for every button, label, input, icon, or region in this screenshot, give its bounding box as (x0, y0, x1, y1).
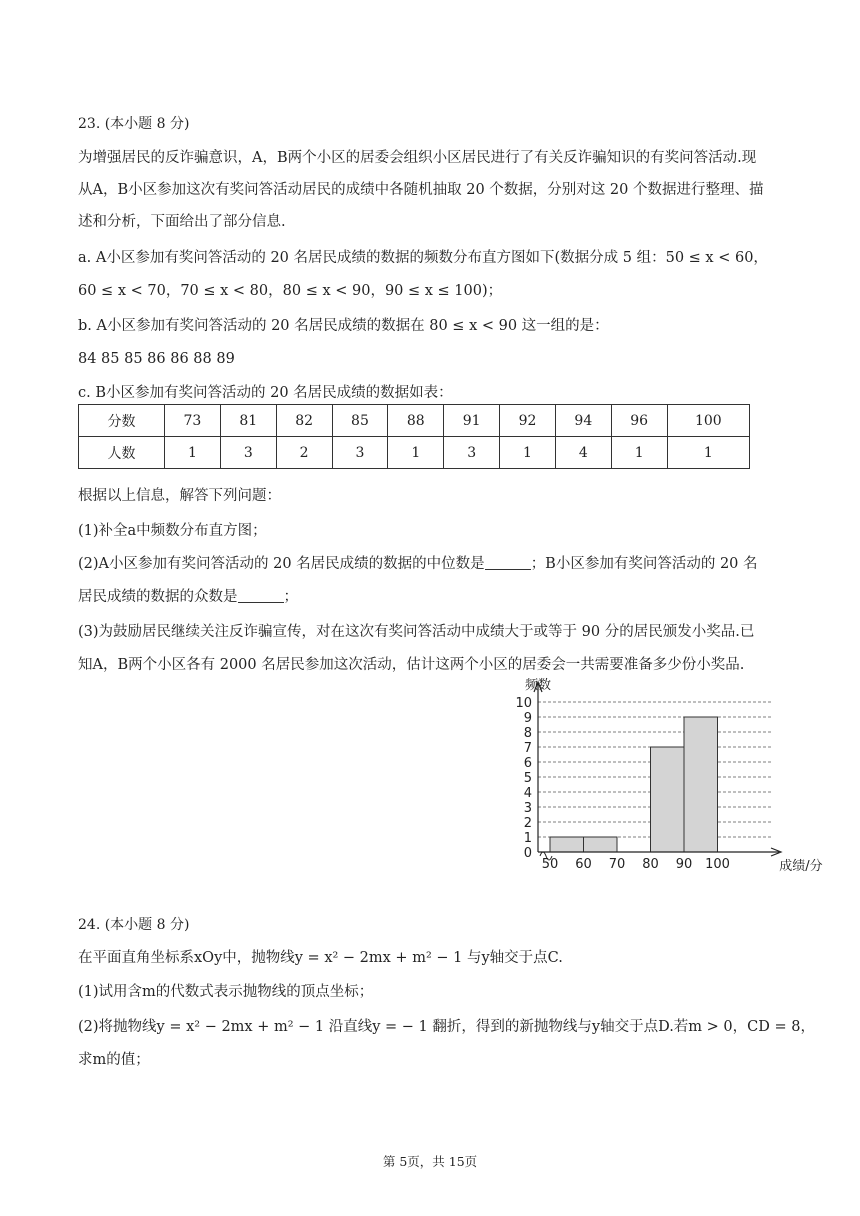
x-axis-label: 成绩/分 (779, 859, 823, 874)
y-tick-label: 4 (523, 786, 532, 801)
histogram-bar (651, 747, 685, 852)
q23-subquestion-3-line1: (3)为鼓励居民继续关注反诈骗宣传，对在这次有奖问答活动中成绩大于或等于 90 分的居民颁发小奖品.已 (78, 624, 755, 640)
q23-info-c-line1: c. B小区参加有奖问答活动的 20 名居民成绩的数据如表： (78, 385, 453, 401)
q23-info-a-line2: 60 ≤ x < 70，70 ≤ x < 80，80 ≤ x < 90，90 ≤ x ≤ 100)； (78, 283, 503, 299)
score-table (78, 404, 750, 469)
x-tick-label: 100 (705, 857, 730, 872)
x-tick-label: 70 (608, 857, 626, 872)
table-header-count: 人数 (79, 437, 165, 469)
x-tick-label: 90 (675, 857, 693, 872)
table-cell: 3 (444, 437, 500, 469)
histogram-bar (584, 837, 618, 852)
q24-paragraph: 在平面直角坐标系xOy中，抛物线y = x² − 2mx + m² − 1 与y轴交于点C. (78, 950, 563, 966)
q23-title: 23. (本小题 8 分) (78, 116, 190, 132)
table-cell: 94 (555, 405, 611, 437)
y-tick-label: 6 (523, 756, 532, 771)
y-tick-label: 8 (523, 726, 532, 741)
table-cell: 1 (165, 437, 221, 469)
page-footer: 第 5页，共 15页 (382, 1154, 478, 1169)
q23-subquestion-3-line2: 知A，B两个小区各有 2000 名居民参加这次活动，估计这两个小区的居委会一共需要准备多少份小奖品. (78, 657, 745, 673)
table-row-scores (79, 405, 750, 437)
table-cell: 82 (276, 405, 332, 437)
q23-info-b-data: 84 85 85 86 86 88 89 (78, 351, 235, 367)
answer-blank-median[interactable] (485, 555, 531, 570)
q23-s2-text-d: ； (283, 589, 298, 605)
q23-s2-text-a: (2)A小区参加有奖问答活动的 20 名居民成绩的数据的中位数是 (78, 556, 485, 572)
table-cell: 1 (667, 437, 749, 469)
y-tick-label: 7 (523, 741, 532, 756)
histogram-bar (550, 837, 584, 852)
table-cell: 81 (220, 405, 276, 437)
q24-subquestion-2-line2: 求m的值； (78, 1052, 150, 1068)
table-cell: 4 (555, 437, 611, 469)
q23-subquestion-1: (1)补全a中频数分布直方图； (78, 523, 267, 539)
q24-subquestion-1: (1)试用含m的代数式表示抛物线的顶点坐标； (78, 984, 374, 1000)
y-tick-label: 10 (515, 696, 532, 711)
table-cell: 3 (220, 437, 276, 469)
q23-paragraph-line3: 述和分析，下面给出了部分信息. (78, 214, 286, 230)
table-cell: 100 (667, 405, 749, 437)
table-cell: 2 (276, 437, 332, 469)
table-cell: 88 (388, 405, 444, 437)
y-tick-label: 2 (523, 816, 532, 831)
table-cell: 1 (500, 437, 556, 469)
y-tick-label: 3 (523, 801, 532, 816)
table-header-score: 分数 (79, 405, 165, 437)
x-tick-label: 80 (642, 857, 659, 872)
table-cell: 1 (388, 437, 444, 469)
q23-s2-text-c: 居民成绩的数据的众数是 (78, 589, 238, 605)
y-tick-label: 1 (523, 831, 532, 846)
y-axis-label: 频数 (524, 678, 552, 693)
q24-title: 24. (本小题 8 分) (78, 917, 190, 933)
q23-paragraph-line2: 从A，B小区参加这次有奖问答活动居民的成绩中各随机抽取 20 个数据，分别对这 20 个数据进行整理、描 (78, 182, 764, 198)
q23-s2-text-b: ；B小区参加有奖问答活动的 20 名 (530, 556, 758, 572)
table-cell: 91 (444, 405, 500, 437)
q23-info-a-line1: a. A小区参加有奖问答活动的 20 名居民成绩的数据的频数分布直方图如下(数据分成 5 组：50 ≤ x < 60， (78, 250, 768, 266)
y-tick-label: 9 (523, 711, 532, 726)
y-tick-label: 0 (523, 846, 532, 861)
table-cell: 3 (332, 437, 388, 469)
x-tick-label: 50 (541, 857, 559, 872)
frequency-histogram (490, 672, 823, 882)
table-row-counts (79, 437, 750, 469)
q24-subquestion-2-line1: (2)将抛物线y = x² − 2mx + m² − 1 沿直线y = − 1 翻折，得到的新抛物线与y轴交于点D.若m > 0，CD = 8， (78, 1019, 815, 1035)
q23-instructions: 根据以上信息，解答下列问题： (78, 488, 281, 504)
q23-info-b-line1: b. A小区参加有奖问答活动的 20 名居民成绩的数据在 80 ≤ x < 90 这一组的是： (78, 318, 609, 334)
table-cell: 85 (332, 405, 388, 437)
q23-paragraph-line1: 为增强居民的反诈骗意识，A，B两个小区的居委会组织小区居民进行了有关反诈骗知识的有奖问答活动.现 (78, 150, 757, 166)
table-cell: 73 (165, 405, 221, 437)
q23-subquestion-2-line1 (78, 554, 758, 574)
answer-blank-mode[interactable] (238, 588, 284, 603)
y-tick-label: 5 (523, 771, 532, 786)
table-cell: 92 (500, 405, 556, 437)
q23-subquestion-2-line2 (78, 587, 298, 607)
x-tick-label: 60 (575, 857, 592, 872)
histogram-bar (684, 717, 718, 852)
table-cell: 1 (611, 437, 667, 469)
table-cell: 96 (611, 405, 667, 437)
